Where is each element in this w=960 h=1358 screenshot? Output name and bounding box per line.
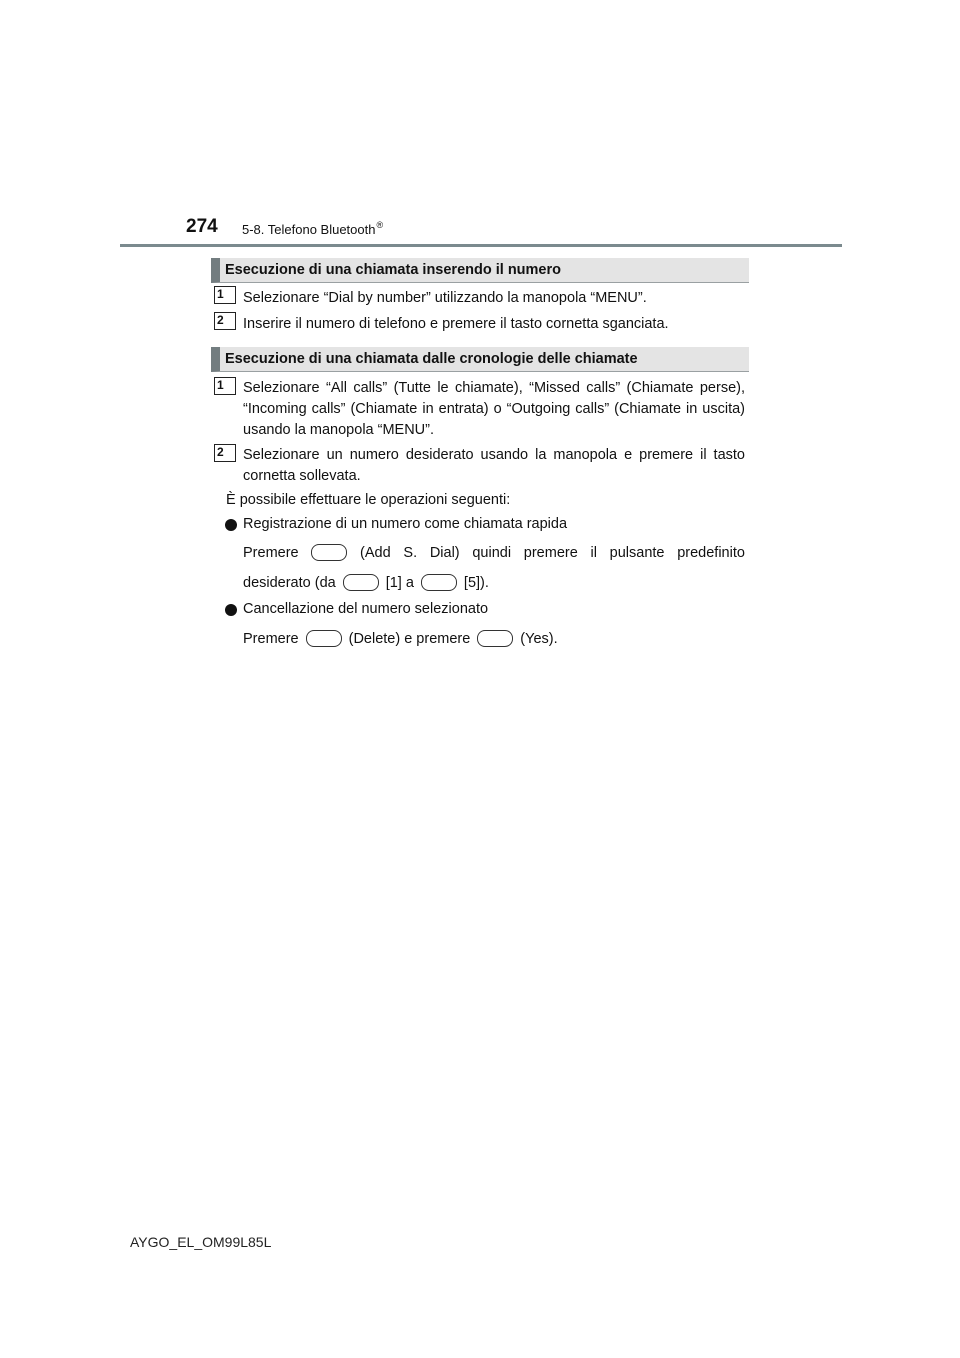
instruction-word: il xyxy=(590,544,597,561)
instruction-word: desiderato (da xyxy=(243,574,336,591)
step-text: Selezionare “All calls” (Tutte le chiamate), “Missed calls” (Chiamate perse), “Incoming calls” (Chiamate in entrata) o “Outgoing calls” (Chiamate in uscita) usando la manopola “MENU”. xyxy=(243,380,745,438)
instruction-word: [5]). xyxy=(463,574,489,591)
instruction-word: (Add xyxy=(360,544,391,561)
instruction-word: S. xyxy=(403,544,418,561)
bullet-dot xyxy=(225,604,237,616)
instruction-word: pulsante xyxy=(609,544,665,561)
running-head xyxy=(242,220,383,237)
step-text: Inserire il numero di telefono e premere il tasto cornetta sganciata. xyxy=(243,316,669,332)
delete-button-icon xyxy=(306,630,342,647)
instruction-word: Dial) xyxy=(429,544,460,561)
operations-intro: È possibile effettuare le operazioni seguenti: xyxy=(226,492,511,508)
step-number-badge: 2 xyxy=(214,312,236,330)
step-number-badge: 2 xyxy=(214,444,236,462)
instruction-word: quindi xyxy=(472,544,512,561)
bullet-title-delete: Cancellazione del numero selezionato xyxy=(243,601,489,617)
delete-instruction-line xyxy=(243,630,565,647)
registered-mark: ® xyxy=(376,220,384,230)
instruction-word: Premere xyxy=(243,544,299,561)
section-title-call-history: Esecuzione di una chiamata dalle cronologie delle chiamate xyxy=(211,347,749,372)
running-head-text: 5-8. Telefono Bluetooth xyxy=(242,222,376,237)
instruction-word: [1] a xyxy=(385,574,414,591)
instruction-word: Premere xyxy=(243,630,299,647)
document-code: AYGO_EL_OM99L85L xyxy=(130,1234,272,1250)
step-number-badge: 1 xyxy=(214,377,236,395)
page-number: 274 xyxy=(186,216,218,237)
instruction-word: (Yes). xyxy=(520,630,558,647)
step-text: Selezionare un numero desiderato usando la manopola e premere il tasto cornetta sollevata. xyxy=(243,447,745,484)
add-s-dial-button-icon xyxy=(311,544,347,561)
instruction-word: predefinito xyxy=(677,544,745,561)
speed-dial-instruction-line1 xyxy=(243,544,745,561)
step-number-badge: 1 xyxy=(214,286,236,304)
section-title-dial-number: Esecuzione di una chiamata inserendo il numero xyxy=(211,258,749,283)
bullet-title-speed-dial: Registrazione di un numero come chiamata rapida xyxy=(243,516,568,532)
instruction-word: (Delete) e premere xyxy=(348,630,471,647)
bullet-dot xyxy=(225,519,237,531)
yes-button-icon xyxy=(477,630,513,647)
preset-5-button-icon xyxy=(421,574,457,591)
instruction-word: premere xyxy=(523,544,578,561)
speed-dial-instruction-line2 xyxy=(243,574,496,591)
step-text: Selezionare “Dial by number” utilizzando la manopola “MENU”. xyxy=(243,290,647,306)
header-rule xyxy=(120,244,842,247)
preset-1-button-icon xyxy=(343,574,379,591)
